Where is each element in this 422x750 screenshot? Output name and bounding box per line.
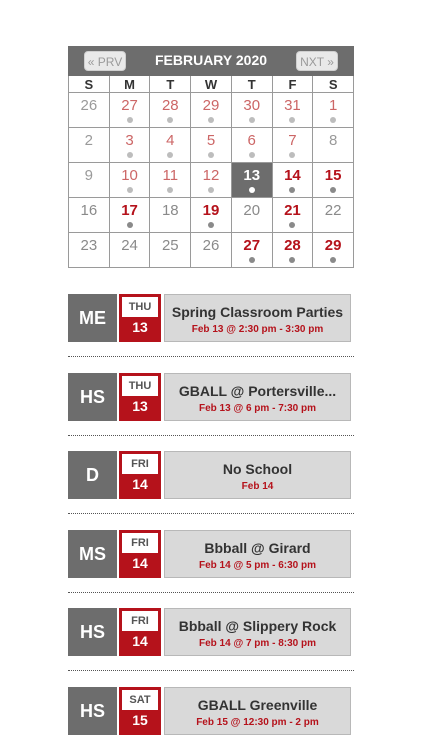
event-separator [68, 513, 354, 514]
event-separator [68, 670, 354, 671]
calendar-day[interactable] [110, 198, 151, 233]
calendar-day-selected[interactable] [232, 163, 273, 198]
day-number: 4 [166, 132, 175, 149]
event-dot-icon [249, 257, 255, 263]
calendar-day[interactable] [232, 198, 273, 233]
day-number: 2 [84, 132, 94, 149]
day-number: 26 [80, 97, 98, 114]
calendar-day[interactable] [191, 93, 232, 128]
calendar-grid [68, 93, 354, 268]
calendar-day[interactable] [150, 93, 191, 128]
event-title: GBALL @ Portersville... [178, 383, 337, 399]
day-number: 5 [206, 132, 216, 149]
event-info[interactable] [164, 373, 351, 421]
event-date [119, 294, 161, 342]
event-info[interactable] [164, 608, 351, 656]
day-number: 26 [202, 237, 220, 254]
event-time: Feb 14 @ 5 pm - 6:30 pm [198, 560, 316, 571]
day-number: 27 [243, 237, 261, 254]
event-dot-icon [208, 187, 214, 193]
weekday-label: W [191, 76, 232, 93]
event-dot-icon [249, 152, 255, 158]
event-day: 14 [132, 633, 148, 649]
calendar-day[interactable] [69, 198, 110, 233]
calendar-day[interactable] [313, 198, 354, 233]
event-title: Spring Classroom Parties [171, 304, 344, 320]
event-time: Feb 15 @ 12:30 pm - 2 pm [196, 717, 319, 728]
event-info[interactable] [164, 530, 351, 578]
event-item[interactable] [68, 530, 351, 578]
day-number: 18 [161, 202, 179, 219]
day-number: 6 [247, 132, 256, 149]
event-date [119, 687, 161, 735]
event-dot-icon [289, 152, 295, 158]
event-title: Bbball @ Girard [204, 540, 311, 556]
day-number: 7 [288, 132, 297, 149]
day-number: 28 [284, 237, 301, 254]
event-title: Bbball @ Slippery Rock [178, 618, 337, 634]
calendar-day[interactable] [110, 233, 151, 268]
event-date [119, 530, 161, 578]
calendar-day[interactable] [150, 198, 191, 233]
event-item[interactable] [68, 687, 351, 735]
event-dot-icon [127, 152, 133, 158]
calendar-day[interactable] [273, 93, 314, 128]
month-title: FEBRUARY 2020 [154, 52, 268, 68]
calendar-day[interactable] [191, 233, 232, 268]
day-number: 27 [121, 97, 138, 114]
day-number: 13 [243, 167, 261, 184]
day-number: 29 [202, 97, 220, 114]
event-date [119, 373, 161, 421]
calendar-header [68, 46, 354, 76]
event-dot-icon [208, 117, 214, 123]
weekday-label: T [232, 76, 273, 93]
school-badge: HS [68, 373, 117, 421]
calendar-day[interactable] [232, 233, 273, 268]
day-number: 11 [162, 167, 179, 184]
school-badge: HS [68, 608, 117, 656]
event-dot-icon [127, 117, 133, 123]
event-item[interactable] [68, 608, 351, 656]
event-dot-icon [249, 117, 255, 123]
day-number: 31 [284, 97, 301, 114]
event-info[interactable] [164, 294, 351, 342]
calendar-day[interactable] [110, 93, 151, 128]
event-weekday: FRI [122, 533, 158, 553]
calendar-day[interactable] [69, 163, 110, 198]
event-date [119, 451, 161, 499]
event-separator [68, 592, 354, 593]
day-number: 9 [84, 167, 94, 184]
day-number: 25 [161, 237, 179, 254]
weekday-label: T [150, 76, 191, 93]
event-dot-icon [289, 222, 295, 228]
calendar-day[interactable] [191, 128, 232, 163]
day-number: 10 [121, 167, 138, 184]
weekday-label: M [110, 76, 151, 93]
weekday-label: S [69, 76, 110, 93]
event-dot-icon [127, 222, 133, 228]
calendar-day[interactable] [150, 233, 191, 268]
calendar-day[interactable] [273, 128, 314, 163]
event-dot-icon [289, 187, 295, 193]
event-weekday: FRI [122, 454, 158, 474]
event-dot-icon [249, 187, 255, 193]
event-day: 14 [132, 476, 148, 492]
event-dot-icon [289, 117, 295, 123]
event-day: 15 [132, 712, 148, 728]
calendar-day[interactable] [69, 93, 110, 128]
calendar-day[interactable] [232, 93, 273, 128]
event-title: No School [222, 461, 293, 477]
day-number: 19 [202, 202, 220, 219]
prev-month-button[interactable]: « PRV [84, 51, 126, 71]
event-day: 13 [132, 398, 148, 414]
day-number: 8 [328, 132, 338, 149]
event-dot-icon [167, 117, 173, 123]
school-badge: D [68, 451, 117, 499]
event-title: GBALL Greenville [197, 697, 318, 713]
calendar-day[interactable] [191, 163, 232, 198]
event-weekday: FRI [122, 611, 158, 631]
calendar [68, 46, 354, 268]
calendar-day[interactable] [313, 93, 354, 128]
weekday-label: F [273, 76, 314, 93]
day-number: 16 [80, 202, 98, 219]
event-dot-icon [208, 152, 214, 158]
calendar-day[interactable] [110, 163, 151, 198]
calendar-day[interactable] [313, 163, 354, 198]
event-dot-icon [167, 152, 173, 158]
day-number: 29 [324, 237, 342, 254]
event-time: Feb 14 @ 7 pm - 8:30 pm [198, 638, 316, 649]
day-number: 1 [328, 97, 338, 114]
event-dot-icon [289, 257, 295, 263]
calendar-day[interactable] [69, 128, 110, 163]
event-separator [68, 435, 354, 436]
school-badge: ME [68, 294, 117, 342]
day-number: 14 [284, 167, 301, 184]
calendar-day[interactable] [110, 128, 151, 163]
event-dot-icon [167, 187, 173, 193]
event-time: Feb 14 [241, 481, 274, 492]
day-number: 12 [202, 167, 220, 184]
event-item[interactable] [68, 451, 351, 499]
day-number: 30 [243, 97, 261, 114]
day-number: 23 [80, 237, 98, 254]
calendar-day[interactable] [232, 128, 273, 163]
event-info[interactable] [164, 451, 351, 499]
weekday-label: S [313, 76, 354, 93]
day-number: 21 [284, 202, 301, 219]
event-time: Feb 13 @ 6 pm - 7:30 pm [198, 403, 316, 414]
day-number: 20 [243, 202, 261, 219]
event-day: 13 [132, 319, 148, 335]
event-info[interactable] [164, 687, 351, 735]
calendar-day[interactable] [273, 163, 314, 198]
event-dot-icon [330, 187, 336, 193]
calendar-day[interactable] [150, 163, 191, 198]
day-number: 28 [161, 97, 179, 114]
event-dot-icon [127, 187, 133, 193]
calendar-day[interactable] [69, 233, 110, 268]
event-weekday: THU [122, 297, 158, 317]
day-number: 15 [324, 167, 342, 184]
school-badge: HS [68, 687, 117, 735]
calendar-day[interactable] [191, 198, 232, 233]
weekday-header-row [68, 76, 354, 93]
day-number: 24 [121, 237, 138, 254]
event-dot-icon [208, 222, 214, 228]
event-weekday: SAT [122, 690, 158, 710]
calendar-day[interactable] [273, 233, 314, 268]
event-dot-icon [330, 117, 336, 123]
event-item[interactable] [68, 373, 351, 421]
event-date [119, 608, 161, 656]
day-number: 22 [324, 202, 342, 219]
event-separator [68, 356, 354, 357]
event-day: 14 [132, 555, 148, 571]
day-number: 3 [125, 132, 134, 149]
event-time: Feb 13 @ 2:30 pm - 3:30 pm [191, 324, 324, 335]
school-badge: MS [68, 530, 117, 578]
calendar-day[interactable] [313, 128, 354, 163]
event-item[interactable] [68, 294, 351, 342]
event-weekday: THU [122, 376, 158, 396]
event-dot-icon [330, 257, 336, 263]
calendar-day[interactable] [273, 198, 314, 233]
calendar-day[interactable] [313, 233, 354, 268]
day-number: 17 [121, 202, 138, 219]
calendar-day[interactable] [150, 128, 191, 163]
next-month-button[interactable]: NXT » [296, 51, 338, 71]
